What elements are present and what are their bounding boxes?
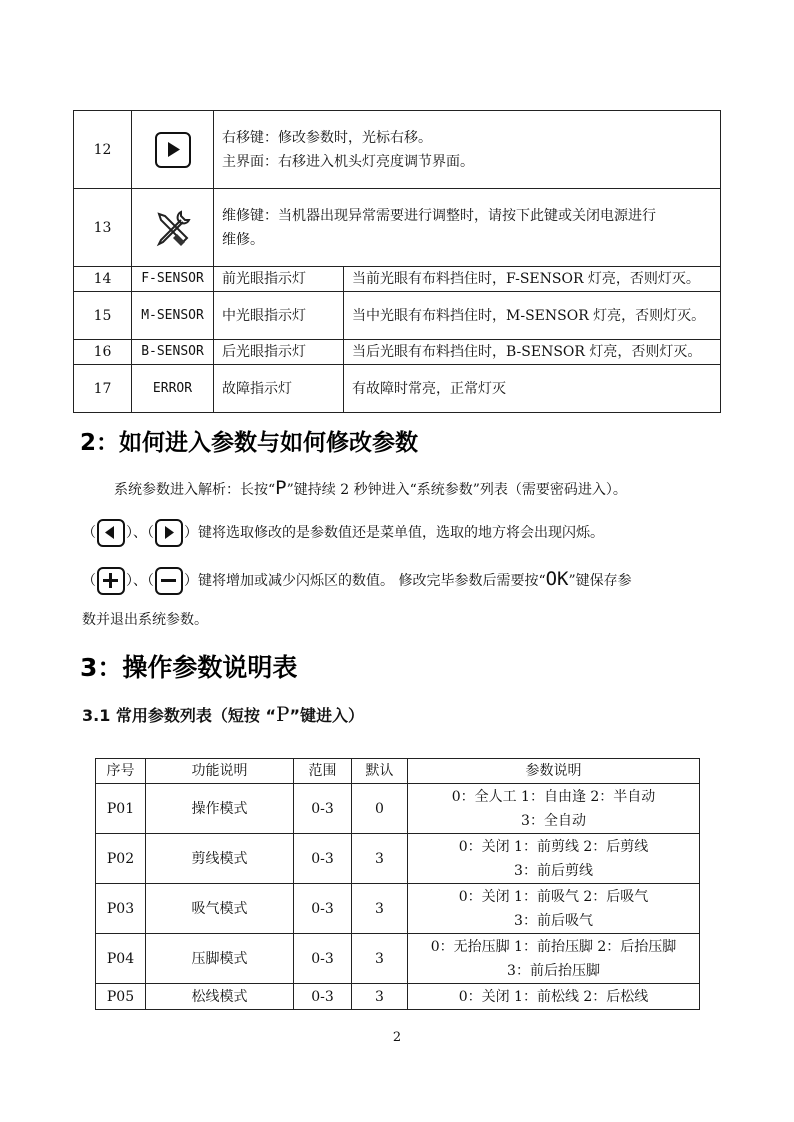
right-arrow-key-icon [155,519,183,547]
table-row [96,934,700,984]
param-description: 0：全人工 1：自由逢 2：半自动 [451,788,656,805]
table-row [96,784,700,834]
row-number: 16 [74,340,132,365]
param-id: P04 [96,934,146,984]
p-key-label: P [276,702,290,726]
param-default: 3 [352,834,408,884]
param-id: P02 [96,834,146,884]
param-function: 松线模式 [146,984,294,1010]
table-row [74,292,721,340]
param-range: 0-3 [294,784,352,834]
left-arrow-key-icon [97,519,125,547]
param-id: P03 [96,884,146,934]
indicator-description: 当中光眼有布料挡住时，M-SENSOR 灯亮，否则灯灭。 [344,292,721,340]
column-header: 序号 [96,759,146,784]
paragraph-continuation: 数并退出系统参数。 [82,612,208,628]
param-description: 0：关闭 1：前松线 2：后松线 [458,988,649,1005]
row-number: 17 [74,365,132,413]
indicator-function: 中光眼指示灯 [214,292,344,340]
column-header: 范围 [294,759,352,784]
ok-key-label: OK [545,568,569,590]
table-row [74,365,721,413]
indicator-function: 前光眼指示灯 [214,267,344,292]
param-description: 3：前后吸气 [514,912,593,929]
indicator-name: F-SENSOR [132,267,214,292]
indicator-function: 后光眼指示灯 [214,340,344,365]
subsection-heading: 3.1 常用参数列表（短按 “P”键进入） [82,702,365,726]
table-row [96,834,700,884]
column-header: 功能说明 [146,759,294,784]
table-row [96,984,700,1010]
table-header-row [96,759,700,784]
parameter-table [95,758,700,1010]
page-number: 2 [392,1030,402,1045]
indicator-description: 有故障时常亮，正常灯灭 [344,365,721,413]
paragraph-left-right-keys: （ ）、（ ）键将选取修改的是参数值还是菜单值，选取的地方将会出现闪烁。 [82,516,604,550]
param-description: 3：前后剪线 [514,862,593,879]
param-description: 0：关闭 1：前吸气 2：后吸气 [458,888,649,905]
table-row [96,884,700,934]
indicator-description: 当后光眼有布料挡住时，B-SENSOR 灯亮，否则灯灭。 [344,340,721,365]
key-description: 维修。 [222,231,264,248]
param-range: 0-3 [294,984,352,1010]
param-default: 0 [352,784,408,834]
param-description: 0：无抬压脚 1：前抬压脚 2：后抬压脚 [430,938,677,955]
section-3-heading: 3：操作参数说明表 [80,653,298,682]
param-function: 吸气模式 [146,884,294,934]
section-2-heading: 2：如何进入参数与如何修改参数 [80,430,419,456]
param-function: 操作模式 [146,784,294,834]
param-description: 0：关闭 1：前剪线 2：后剪线 [458,838,649,855]
table-row [74,340,721,365]
indicator-description: 当前光眼有布料挡住时，F-SENSOR 灯亮，否则灯灭。 [344,267,721,292]
row-number: 14 [74,267,132,292]
right-arrow-key-icon [155,132,191,168]
param-description: 3：前后抬压脚 [507,962,600,979]
key-description: 右移键：修改参数时，光标右移。 [222,129,432,146]
param-default: 3 [352,934,408,984]
param-range: 0-3 [294,934,352,984]
row-number: 13 [74,189,132,267]
plus-key-icon [97,567,125,595]
indicator-function: 故障指示灯 [214,365,344,413]
column-header: 默认 [352,759,408,784]
param-default: 3 [352,884,408,934]
minus-key-icon [155,567,183,595]
keys-table [73,110,721,413]
param-id: P01 [96,784,146,834]
param-function: 压脚模式 [146,934,294,984]
indicator-name: ERROR [132,365,214,413]
key-description: 主界面：右移进入机头灯亮度调节界面。 [222,153,474,170]
param-function: 剪线模式 [146,834,294,884]
paragraph-enter-params: 系统参数进入解析：长按“P”键持续 2 秒钟进入“系统参数”列表（需要密码进入）。 [114,477,627,499]
row-number: 12 [74,111,132,189]
indicator-name: B-SENSOR [132,340,214,365]
param-id: P05 [96,984,146,1010]
table-row [74,111,721,189]
paragraph-plus-minus-keys: （ ）、（ ）键将增加或减少闪烁区的数值。 修改完毕参数后需要按“OK”键保存参 [82,562,632,598]
table-row [74,189,721,267]
param-description: 3：全自动 [521,812,586,829]
key-description: 维修键：当机器出现异常需要进行调整时，请按下此键或关闭电源进行 [222,207,656,224]
row-number: 15 [74,292,132,340]
param-default: 3 [352,984,408,1010]
table-row [74,267,721,292]
indicator-name: M-SENSOR [132,292,214,340]
column-header: 参数说明 [408,759,700,784]
repair-tools-icon [151,206,195,250]
param-range: 0-3 [294,884,352,934]
param-range: 0-3 [294,834,352,884]
p-key-label: P [275,477,287,499]
